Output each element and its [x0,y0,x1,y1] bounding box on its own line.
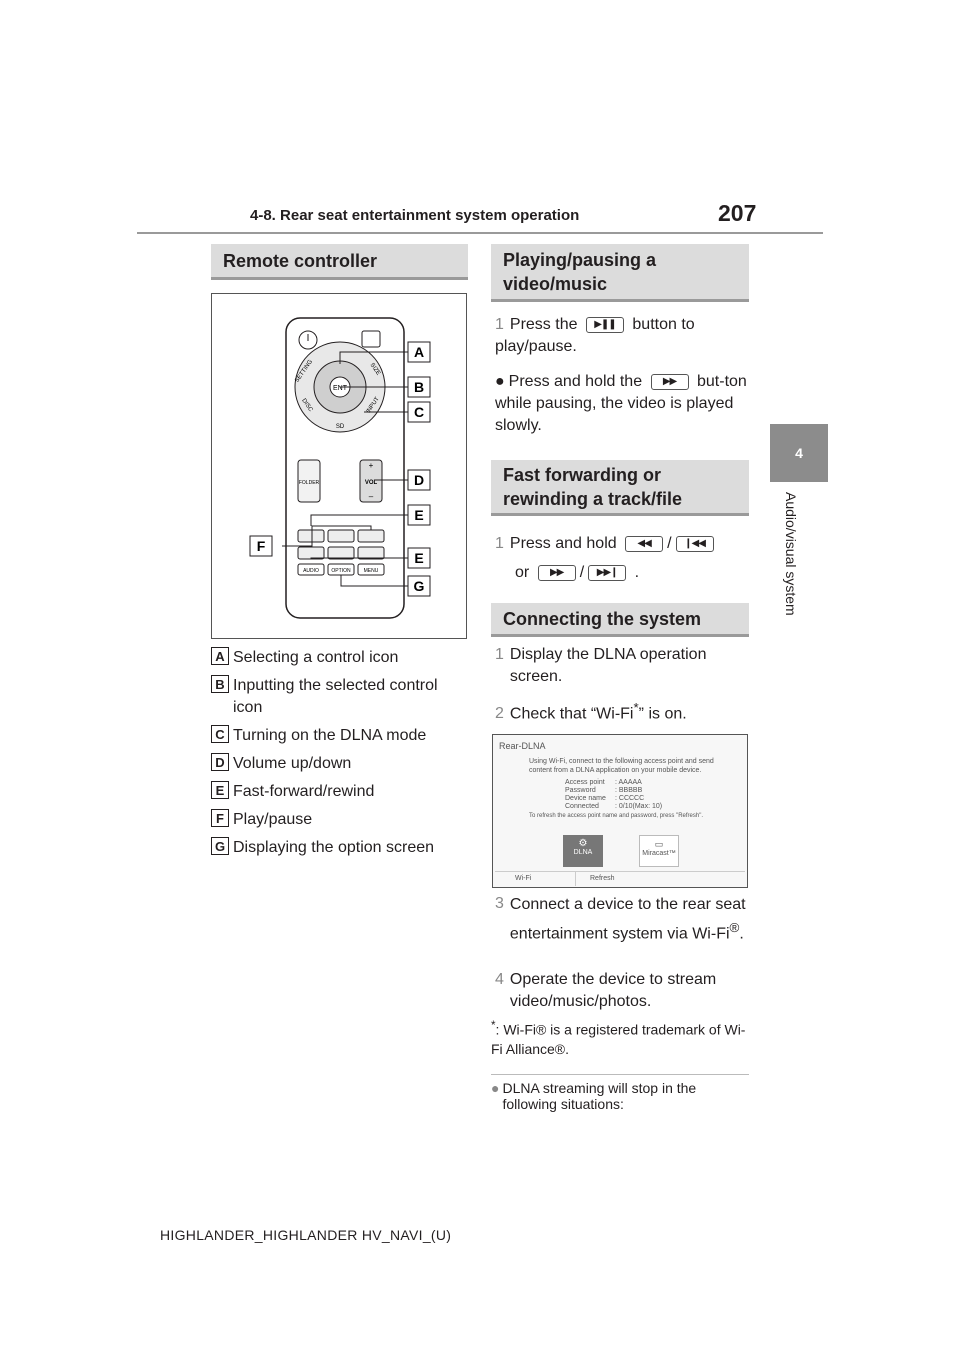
document-footer: HIGHLANDER_HIGHLANDER HV_NAVI_(U) [160,1227,452,1243]
section-title: 4-8. Rear seat entertainment system operation [250,207,580,224]
detail-label: Connected [565,803,599,810]
ff-step-1-or: or [515,564,530,581]
chapter-title-text: Audio/visual system [783,492,799,616]
connecting-heading: Connecting the system [491,603,749,637]
callout-d: D [413,472,425,488]
vol-label: VOL [364,480,378,486]
note [491,1080,749,1112]
legend-text: Play/pause [233,811,313,828]
audio-label: AUDIO [303,568,319,574]
connect-step-4: 4 Operate the device to stream video/music/photos. [495,969,750,1013]
callout-f: F [256,538,266,554]
connect-step-2-text: Check that “Wi-Fi [509,705,634,723]
detail-value: : CCCCC [615,795,645,802]
play-bullet-post: but-ton while pausing, the video is played slowly. [495,373,747,434]
svg-text:+: + [368,461,374,470]
refresh-button[interactable]: Refresh [575,872,650,886]
legend-key: B [211,675,229,693]
sd-label: SD [335,424,345,430]
fast-forward-icon: ▶▶ [538,565,576,581]
detail-label: Password [565,787,596,794]
previous-track-icon: ❙◀◀ [676,536,714,552]
callout-a: A [413,344,425,360]
disc-label: DISC [300,397,314,414]
legend-key: F [211,809,229,827]
remote-controller-heading: Remote controller [211,244,468,280]
legend-item [211,781,471,803]
ff-step-1: 1 Press and hold ◀◀ / ❙◀◀ or ▶▶ / ▶▶❙ . [495,529,750,587]
miracast-label: Miracast™ [642,850,676,857]
play-bullet: ● Press and hold the ▶▶ but-ton while pausing, the video is played slowly. [495,373,747,434]
note-bullet-icon: ● [491,1080,500,1096]
fast-forward-heading: Fast forwarding or rewinding a track/file [491,460,749,516]
connect-step-3-text: Connect a device to the rear seat entertainment system via Wi-Fi [509,896,746,943]
play-step-1-pre: Press the [509,316,578,333]
callout-c: C [413,404,425,420]
play-pause-icon: ▶❚❚ [586,317,624,333]
miracast-icon: ▭ [654,839,664,849]
next-track-icon: ▶▶❙ [588,565,626,581]
detail-value: : BBBBB [615,787,643,794]
play-pause-heading: Playing/pausing a video/music [491,244,749,302]
legend-item [211,675,471,719]
legend-list [211,647,471,865]
connect-step-1: 1 Display the DLNA operation screen. [495,644,750,688]
callout-e1: E [414,507,424,523]
connect-step-4-text: Operate the device to stream video/music/photos. [509,971,717,1010]
legend-text: Volume up/down [233,755,352,772]
remote-illustration [212,294,466,638]
play-step-1-post: button to play/pause. [495,316,695,355]
legend-item [211,809,471,831]
menu-label: MENU [363,568,379,574]
page-number: 207 [718,200,757,226]
legend-item [211,837,471,859]
connect-step-2: 2 Check that “Wi-Fi*” is on. [495,700,687,723]
dlna-button[interactable] [563,835,603,867]
header-divider [137,232,823,234]
footnote-text: Wi-Fi® is a registered trademark of Wi-Fi Alliance®. [491,1021,746,1057]
chapter-tab: 4 [770,424,828,482]
wifi-button[interactable]: Wi-Fi [515,875,532,882]
screen-title: Rear-DLNA [499,741,546,751]
callout-e2: E [414,550,424,566]
setting-label: SETTING [294,359,315,384]
dlna-screen [492,734,748,888]
legend-key: D [211,753,229,771]
dlna-icon: ⚙ [578,838,588,849]
miracast-button[interactable] [639,835,679,867]
ff-step-1-pre: Press and hold [509,535,617,552]
legend-item [211,725,471,747]
legend-item [211,647,471,669]
size-label: SIZE [368,362,382,377]
detail-label: Access point [565,779,605,786]
note-text: DLNA streaming will stop in the following situations: [502,1080,697,1112]
option-label: OPTION [331,568,351,574]
callout-g: G [413,578,425,594]
screen-bottom-bar [495,871,745,886]
legend-text: Turning on the DLNA mode [233,727,427,744]
callout-b: B [413,379,425,395]
legend-key: G [211,837,229,855]
legend-text: Selecting a control icon [233,649,399,666]
legend-key: E [211,781,229,799]
svg-text:–: – [368,492,374,501]
legend-text: Inputting the selected control icon [233,677,438,716]
remote-figure [211,293,467,639]
detail-value: : AAAAA [615,779,642,786]
screen-message: Using Wi-Fi, connect to the following access point and send content from a DLNA application on your mobile device. [529,758,714,774]
ent-label: ENT [333,385,347,392]
folder-label: FOLDER [298,480,320,486]
legend-item [211,753,471,775]
input-label: INPUT [365,396,381,415]
note-divider [491,1074,749,1075]
play-bullet-pre: Press and hold the [508,373,643,390]
footnote: *: Wi-Fi® is a registered trademark of Wi-Fi Alliance®. [491,1019,746,1057]
chapter-title [783,492,813,642]
connect-step-1-text: Display the DLNA operation screen. [509,646,707,685]
legend-key: A [211,647,229,665]
screen-details [565,779,725,811]
fast-forward-icon: ▶▶ [651,374,689,390]
screen-refresh-note: To refresh the access point name and password, press "Refresh". [529,813,704,819]
rewind-icon: ◀◀ [625,536,663,552]
connect-step-3: 3 Connect a device to the rear seat entertainment system via Wi-Fi®. [495,895,746,943]
dlna-label: DLNA [573,849,593,856]
legend-text: Fast-forward/rewind [233,783,375,800]
legend-key: C [211,725,229,743]
legend-text: Displaying the option screen [233,839,435,856]
detail-label: Device name [565,795,606,802]
play-step-1: 1 Press the ▶❚❚ button to play/pause. [495,316,695,355]
detail-value: : 0/10(Max: 10) [615,803,663,810]
